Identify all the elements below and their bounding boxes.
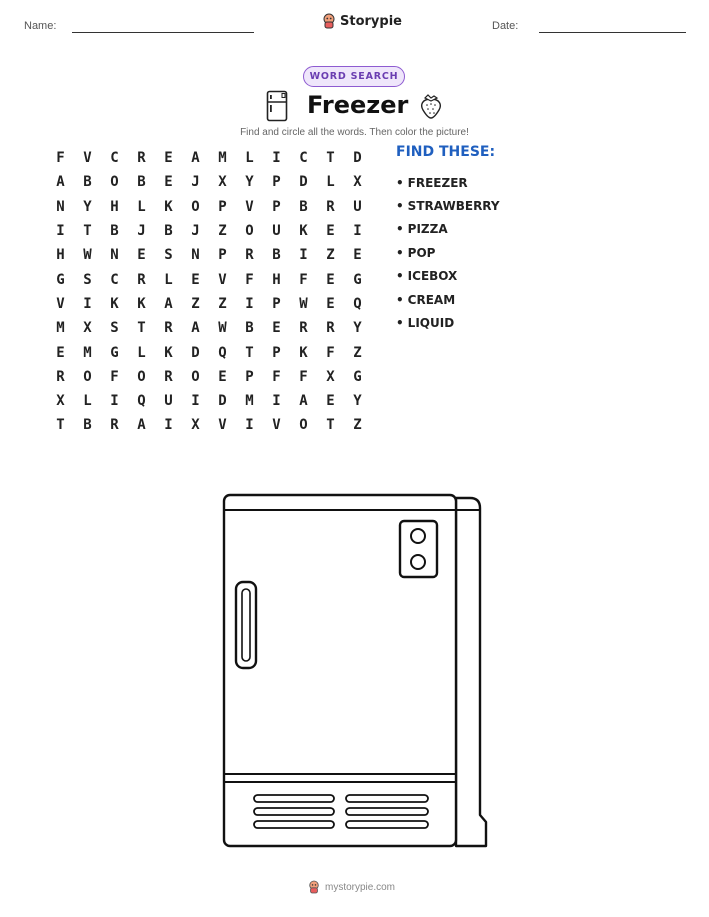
grid-letter[interactable]: B <box>164 223 173 240</box>
grid-letter[interactable]: Z <box>353 344 362 361</box>
grid-letter[interactable]: Y <box>245 174 254 191</box>
grid-letter[interactable]: E <box>56 344 65 361</box>
grid-letter[interactable]: K <box>110 295 119 312</box>
grid-letter[interactable]: O <box>110 174 119 191</box>
grid-letter[interactable]: G <box>353 368 362 385</box>
word-text: ICEBOX <box>407 269 458 284</box>
grid-letter[interactable]: R <box>326 320 335 337</box>
grid-letter[interactable]: W <box>218 320 227 337</box>
grid-letter[interactable]: R <box>299 320 308 337</box>
bullet: • <box>396 292 404 307</box>
grid-letter[interactable]: X <box>191 417 200 434</box>
grid-letter[interactable]: Q <box>353 295 362 312</box>
grid-letter[interactable]: B <box>299 198 308 215</box>
strawberry-icon <box>417 92 445 120</box>
grid-letter[interactable]: B <box>272 247 281 264</box>
grid-letter[interactable]: J <box>137 223 146 240</box>
grid-row <box>47 195 371 219</box>
grid-row <box>47 340 371 364</box>
grid-letter[interactable]: K <box>299 223 308 240</box>
grid-letter[interactable]: X <box>326 368 335 385</box>
grid-letter[interactable]: P <box>218 247 227 264</box>
grid-letter[interactable]: Y <box>353 320 362 337</box>
grid-letter[interactable]: L <box>326 174 335 191</box>
grid-letter[interactable]: F <box>245 271 254 288</box>
grid-letter[interactable]: R <box>326 198 335 215</box>
word-search-badge: WORD SEARCH <box>303 66 405 87</box>
grid-letter[interactable]: C <box>299 150 308 167</box>
grid-letter[interactable]: N <box>56 198 65 215</box>
grid-letter[interactable]: O <box>83 368 92 385</box>
grid-letter[interactable]: V <box>245 198 254 215</box>
grid-letter[interactable]: G <box>353 271 362 288</box>
grid-letter[interactable]: Y <box>83 198 92 215</box>
grid-letter[interactable]: T <box>83 223 92 240</box>
grid-letter[interactable]: E <box>326 295 335 312</box>
grid-letter[interactable]: N <box>191 247 200 264</box>
grid-letter[interactable]: I <box>245 295 254 312</box>
grid-letter[interactable]: K <box>164 198 173 215</box>
word-item <box>396 194 500 217</box>
grid-row <box>47 267 371 291</box>
grid-letter[interactable]: X <box>353 174 362 191</box>
grid-letter[interactable]: E <box>326 271 335 288</box>
grid-letter[interactable]: E <box>326 393 335 410</box>
grid-letter[interactable]: Z <box>218 295 227 312</box>
bullet: • <box>396 316 404 331</box>
grid-letter[interactable]: V <box>56 295 65 312</box>
bullet: • <box>396 245 404 260</box>
grid-letter[interactable]: E <box>272 320 281 337</box>
grid-letter[interactable]: B <box>83 417 92 434</box>
grid-letter[interactable]: F <box>272 368 281 385</box>
bullet: • <box>396 175 404 190</box>
grid-letter[interactable]: W <box>299 295 308 312</box>
footer <box>308 880 395 894</box>
grid-row <box>47 170 371 194</box>
grid-letter[interactable]: X <box>218 174 227 191</box>
grid-letter[interactable]: A <box>164 295 173 312</box>
grid-letter[interactable]: I <box>353 223 362 240</box>
brand-name: Storypie <box>340 13 402 29</box>
grid-letter[interactable]: X <box>83 320 92 337</box>
word-item <box>396 218 500 241</box>
bullet: • <box>396 222 404 237</box>
grid-letter[interactable]: B <box>110 223 119 240</box>
word-text: PIZZA <box>407 222 448 237</box>
grid-letter[interactable]: G <box>56 271 65 288</box>
freezer-picture[interactable] <box>218 490 490 852</box>
grid-letter[interactable]: R <box>56 368 65 385</box>
grid-letter[interactable]: P <box>272 174 281 191</box>
grid-letter[interactable]: G <box>110 344 119 361</box>
grid-letter[interactable]: T <box>326 150 335 167</box>
grid-letter[interactable]: A <box>191 320 200 337</box>
grid-letter[interactable]: H <box>272 271 281 288</box>
grid-letter[interactable]: I <box>110 393 119 410</box>
find-these-heading: FIND THESE: <box>396 144 496 160</box>
grid-letter[interactable]: K <box>299 344 308 361</box>
grid-letter[interactable]: I <box>272 150 281 167</box>
grid-letter[interactable]: L <box>137 198 146 215</box>
grid-letter[interactable]: P <box>245 368 254 385</box>
grid-row <box>47 243 371 267</box>
word-text: FREEZER <box>407 175 468 190</box>
name-label: Name: <box>24 20 57 32</box>
grid-row <box>47 389 371 413</box>
grid-letter[interactable]: B <box>245 320 254 337</box>
grid-letter[interactable]: E <box>191 271 200 288</box>
grid-letter[interactable]: Z <box>191 295 200 312</box>
grid-letter[interactable]: A <box>56 174 65 191</box>
date-label: Date: <box>492 20 519 32</box>
storypie-logo-icon <box>308 880 320 894</box>
grid-letter[interactable]: M <box>245 393 254 410</box>
grid-letter[interactable]: I <box>299 247 308 264</box>
fridge-icon <box>266 90 288 122</box>
grid-letter[interactable]: R <box>245 247 254 264</box>
grid-letter[interactable]: Q <box>218 344 227 361</box>
instructions: Find and circle all the words. Then color the picture! <box>240 127 469 138</box>
word-item <box>396 265 500 288</box>
name-line[interactable] <box>72 32 254 33</box>
grid-letter[interactable]: M <box>83 344 92 361</box>
grid-letter[interactable]: A <box>299 393 308 410</box>
grid-letter[interactable]: K <box>137 295 146 312</box>
word-text: STRAWBERRY <box>407 199 500 214</box>
grid-letter[interactable]: J <box>191 174 200 191</box>
footer-url[interactable]: mystorypie.com <box>325 881 396 893</box>
grid-letter[interactable]: V <box>218 271 227 288</box>
storypie-logo-icon <box>322 13 336 29</box>
grid-letter[interactable]: D <box>191 344 200 361</box>
grid-letter[interactable]: M <box>218 150 227 167</box>
grid-letter[interactable]: H <box>56 247 65 264</box>
grid-letter[interactable]: D <box>353 150 362 167</box>
grid-letter[interactable]: K <box>164 344 173 361</box>
grid-letter[interactable]: Z <box>218 223 227 240</box>
grid-letter[interactable]: U <box>272 223 281 240</box>
grid-letter[interactable]: Z <box>326 247 335 264</box>
word-text: CREAM <box>407 292 456 307</box>
bullet: • <box>396 199 404 214</box>
grid-letter[interactable]: V <box>218 417 227 434</box>
grid-letter[interactable]: P <box>272 198 281 215</box>
grid-letter[interactable]: F <box>110 368 119 385</box>
grid-row <box>47 365 371 389</box>
grid-letter[interactable]: T <box>56 417 65 434</box>
grid-letter[interactable]: C <box>110 150 119 167</box>
grid-row <box>47 316 371 340</box>
grid-letter[interactable]: T <box>245 344 254 361</box>
date-line[interactable] <box>539 32 686 33</box>
word-item <box>396 311 500 334</box>
grid-letter[interactable]: V <box>83 150 92 167</box>
grid-letter[interactable]: L <box>83 393 92 410</box>
grid-letter[interactable]: F <box>299 368 308 385</box>
grid-letter[interactable]: R <box>164 368 173 385</box>
grid-letter[interactable]: O <box>191 198 200 215</box>
word-text: LIQUID <box>407 316 455 331</box>
grid-letter[interactable]: A <box>191 150 200 167</box>
grid-letter[interactable]: R <box>137 271 146 288</box>
grid-letter[interactable]: C <box>110 271 119 288</box>
grid-letter[interactable]: R <box>164 320 173 337</box>
grid-letter[interactable]: N <box>110 247 119 264</box>
word-item <box>396 288 500 311</box>
grid-row <box>47 413 371 437</box>
grid-letter[interactable]: L <box>164 271 173 288</box>
grid-letter[interactable]: F <box>56 150 65 167</box>
grid-letter[interactable]: L <box>137 344 146 361</box>
grid-letter[interactable]: B <box>137 174 146 191</box>
grid-letter[interactable]: I <box>83 295 92 312</box>
grid-letter[interactable]: T <box>326 417 335 434</box>
word-item <box>396 171 500 194</box>
grid-letter[interactable]: H <box>110 198 119 215</box>
grid-letter[interactable]: I <box>164 417 173 434</box>
grid-letter[interactable]: P <box>272 295 281 312</box>
grid-letter[interactable]: F <box>326 344 335 361</box>
grid-letter[interactable]: O <box>137 368 146 385</box>
grid-letter[interactable]: E <box>137 247 146 264</box>
grid-letter[interactable]: Z <box>353 417 362 434</box>
grid-letter[interactable]: I <box>272 393 281 410</box>
grid-letter[interactable]: P <box>218 198 227 215</box>
grid-letter[interactable]: R <box>137 150 146 167</box>
grid-letter[interactable]: E <box>326 223 335 240</box>
grid-letter[interactable]: R <box>110 417 119 434</box>
grid-letter[interactable]: Q <box>137 393 146 410</box>
grid-letter[interactable]: S <box>83 271 92 288</box>
grid-letter[interactable]: U <box>353 198 362 215</box>
word-item <box>396 241 500 264</box>
grid-letter[interactable]: M <box>56 320 65 337</box>
grid-letter[interactable]: B <box>83 174 92 191</box>
grid-row <box>47 146 371 170</box>
grid-letter[interactable]: T <box>137 320 146 337</box>
grid-letter[interactable]: E <box>353 247 362 264</box>
grid-letter[interactable]: O <box>299 417 308 434</box>
brand <box>322 13 402 29</box>
grid-letter[interactable]: S <box>164 247 173 264</box>
grid-letter[interactable]: Y <box>353 393 362 410</box>
grid-letter[interactable]: I <box>191 393 200 410</box>
grid-letter[interactable]: E <box>218 368 227 385</box>
grid-letter[interactable]: L <box>245 150 254 167</box>
grid-letter[interactable]: V <box>272 417 281 434</box>
grid-row <box>47 219 371 243</box>
grid-letter[interactable]: O <box>191 368 200 385</box>
grid-letter[interactable]: X <box>56 393 65 410</box>
letter-grid <box>47 146 371 438</box>
grid-letter[interactable]: F <box>299 271 308 288</box>
grid-letter[interactable]: O <box>245 223 254 240</box>
grid-letter[interactable]: A <box>137 417 146 434</box>
grid-letter[interactable]: D <box>299 174 308 191</box>
grid-letter[interactable]: W <box>83 247 92 264</box>
word-text: POP <box>407 245 436 260</box>
grid-letter[interactable]: E <box>164 174 173 191</box>
grid-row <box>47 292 371 316</box>
page-title: Freezer <box>307 91 409 119</box>
grid-letter[interactable]: I <box>245 417 254 434</box>
grid-letter[interactable]: S <box>110 320 119 337</box>
bullet: • <box>396 269 404 284</box>
word-list <box>396 171 500 335</box>
grid-letter[interactable]: P <box>272 344 281 361</box>
grid-letter[interactable]: U <box>164 393 173 410</box>
grid-letter[interactable]: E <box>164 150 173 167</box>
grid-letter[interactable]: J <box>191 223 200 240</box>
grid-letter[interactable]: I <box>56 223 65 240</box>
grid-letter[interactable]: D <box>218 393 227 410</box>
